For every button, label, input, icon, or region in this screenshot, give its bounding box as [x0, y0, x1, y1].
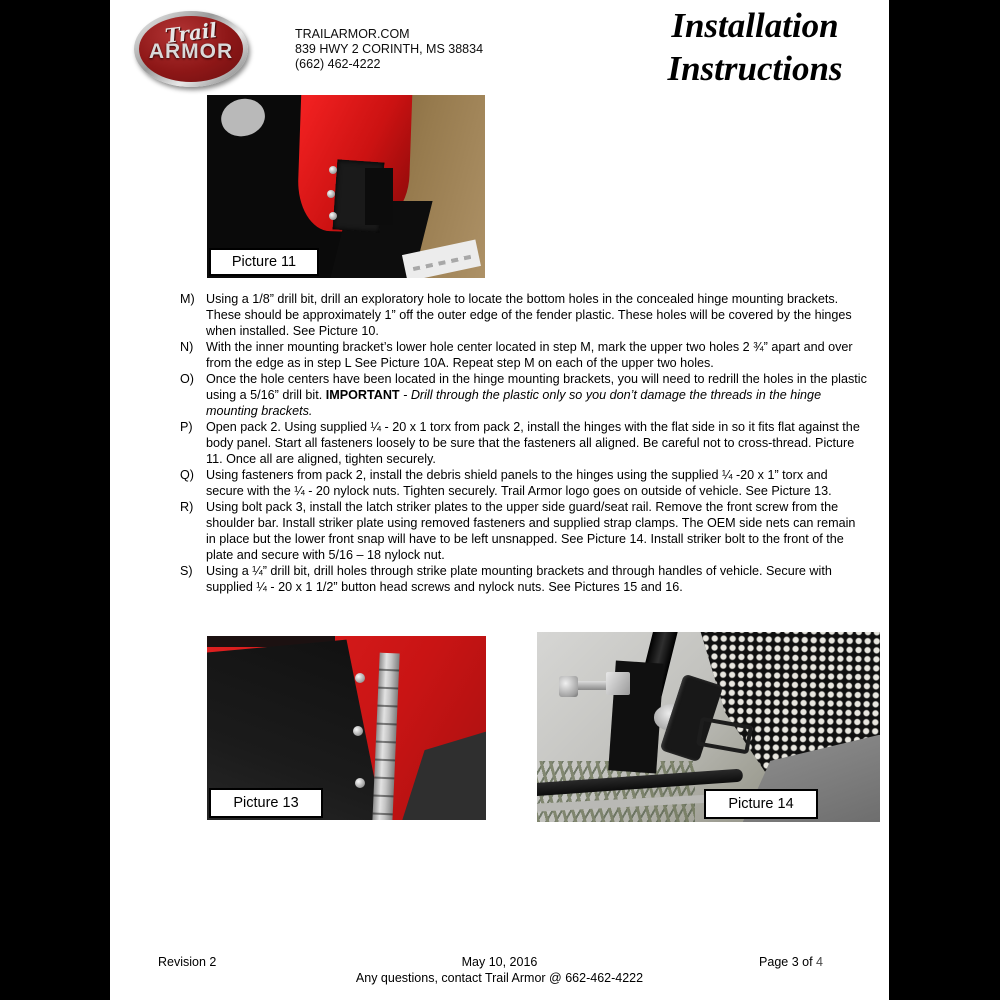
- company-address: 839 HWY 2 CORINTH, MS 38834: [295, 42, 484, 56]
- torx-bolt: [355, 673, 365, 683]
- step-o-text-pre: Once the hole centers have been located in the hinge mounting brackets, you will need to redrill the holes in the plastic using a 5/16” drill bit.: [206, 372, 867, 402]
- footer-contact-line: Any questions, contact Trail Armor @ 662-462-4222: [355, 971, 644, 985]
- logo-armor-text: ARMOR: [148, 40, 234, 63]
- step-q-text: Using fasteners from pack 2, install the debris shield panels to the hinges using the supplied ¼ -20 x 1” torx and secure with the ¼ - 20 nylock nuts. Tighten securely. Trail Armor logo goes on outside of vehicle. See Picture 13.: [206, 468, 832, 498]
- piano-hinge: [372, 652, 399, 820]
- logo-red-oval: [139, 16, 243, 82]
- revision-label: Revision 2: [158, 955, 217, 969]
- step-n: [180, 339, 868, 371]
- page-number-prefix: Page 3 of: [759, 955, 817, 969]
- company-website: TRAILARMOR.COM: [295, 27, 410, 41]
- picture-11-caption: Picture 11: [209, 248, 319, 276]
- step-m: [180, 291, 868, 339]
- instruction-steps: [180, 291, 868, 595]
- step-p-label: P): [180, 420, 193, 434]
- logo-script-text: Trail: [163, 17, 219, 49]
- step-o-text-italic: - Drill through the plastic only so you don’t damage the threads in the hinge mounting brackets.: [206, 388, 822, 418]
- striker-bolt-head: [559, 676, 578, 697]
- step-m-label: M): [180, 292, 195, 306]
- step-q: [180, 467, 868, 499]
- velcro-strap: [659, 673, 723, 762]
- page-title-line2: Instructions: [667, 49, 843, 88]
- step-q-label: Q): [180, 468, 194, 482]
- photo-picture-13: [207, 636, 486, 820]
- picture-13-caption: Picture 13: [209, 788, 323, 818]
- step-r-text: Using bolt pack 3, install the latch striker plates to the upper side guard/seat rail. Remove the front screw from the shoulder bar. Install striker plate using removed fasteners and supplied strap clamps. The OEM side nets can remain in place but the lower front snap will have to be left unsnapped. See Picture 14. Install striker bolt to the front of the plate and secure with 5/16 – 18 nylock nut.: [206, 500, 856, 562]
- inner-bracket: [365, 168, 393, 225]
- silver-nut: [606, 672, 630, 695]
- page-title-line1: Installation: [671, 6, 839, 45]
- photo-picture-11: [207, 95, 485, 278]
- torx-bolt: [355, 778, 365, 788]
- page-number: [759, 955, 823, 969]
- step-n-label: N): [180, 340, 194, 354]
- step-o-label: O): [180, 372, 194, 386]
- step-m-text: Using a 1/8” drill bit, drill an exploratory hole to locate the bottom holes in the concealed hinge mounting brackets. These should be approximately 1” off the outer edge of the fender plastic. These holes will be covered by the hinges when installed. See Picture 10.: [206, 292, 852, 338]
- step-s-label: S): [180, 564, 193, 578]
- logo-chrome-ring: [134, 11, 248, 87]
- step-s: [180, 563, 868, 595]
- step-r-label: R): [180, 500, 194, 514]
- trail-armor-logo: [134, 11, 248, 87]
- step-n-text: With the inner mounting bracket’s lower hole center located in step M, mark the upper two holes 2 ¾” apart and over from the edge as in step L See Picture 10A. Repeat step M on each of the upper two holes.: [206, 340, 853, 370]
- document-page: [110, 0, 889, 1000]
- step-o-important: IMPORTANT: [325, 388, 400, 402]
- photo-picture-14: [537, 632, 880, 822]
- step-p: [180, 419, 868, 467]
- picture-14-caption: Picture 14: [704, 789, 818, 819]
- footer-date: May 10, 2016: [461, 955, 538, 969]
- step-o: [180, 371, 868, 419]
- company-contact-block: [295, 27, 483, 72]
- step-r: [180, 499, 868, 563]
- page-number-total: 4: [816, 955, 823, 969]
- step-o-text: [206, 372, 867, 418]
- step-p-text: Open pack 2. Using supplied ¼ - 20 x 1 torx from pack 2, install the hinges with the flat side in so it fits flat against the body panel. Start all fasteners loosely to be sure that the fasteners all aligned. Be careful not to cross-thread. Picture 11. Once all are aligned, tighten securely.: [206, 420, 860, 466]
- step-s-text: Using a ¼” drill bit, drill holes through strike plate mounting brackets and through handles of vehicle. Secure with supplied ¼ - 20 x 1 1/2” button head screws and nylock nuts. See Pictures 15 and 16.: [206, 564, 832, 594]
- company-phone: (662) 462-4222: [295, 57, 381, 71]
- page-title: [630, 4, 880, 90]
